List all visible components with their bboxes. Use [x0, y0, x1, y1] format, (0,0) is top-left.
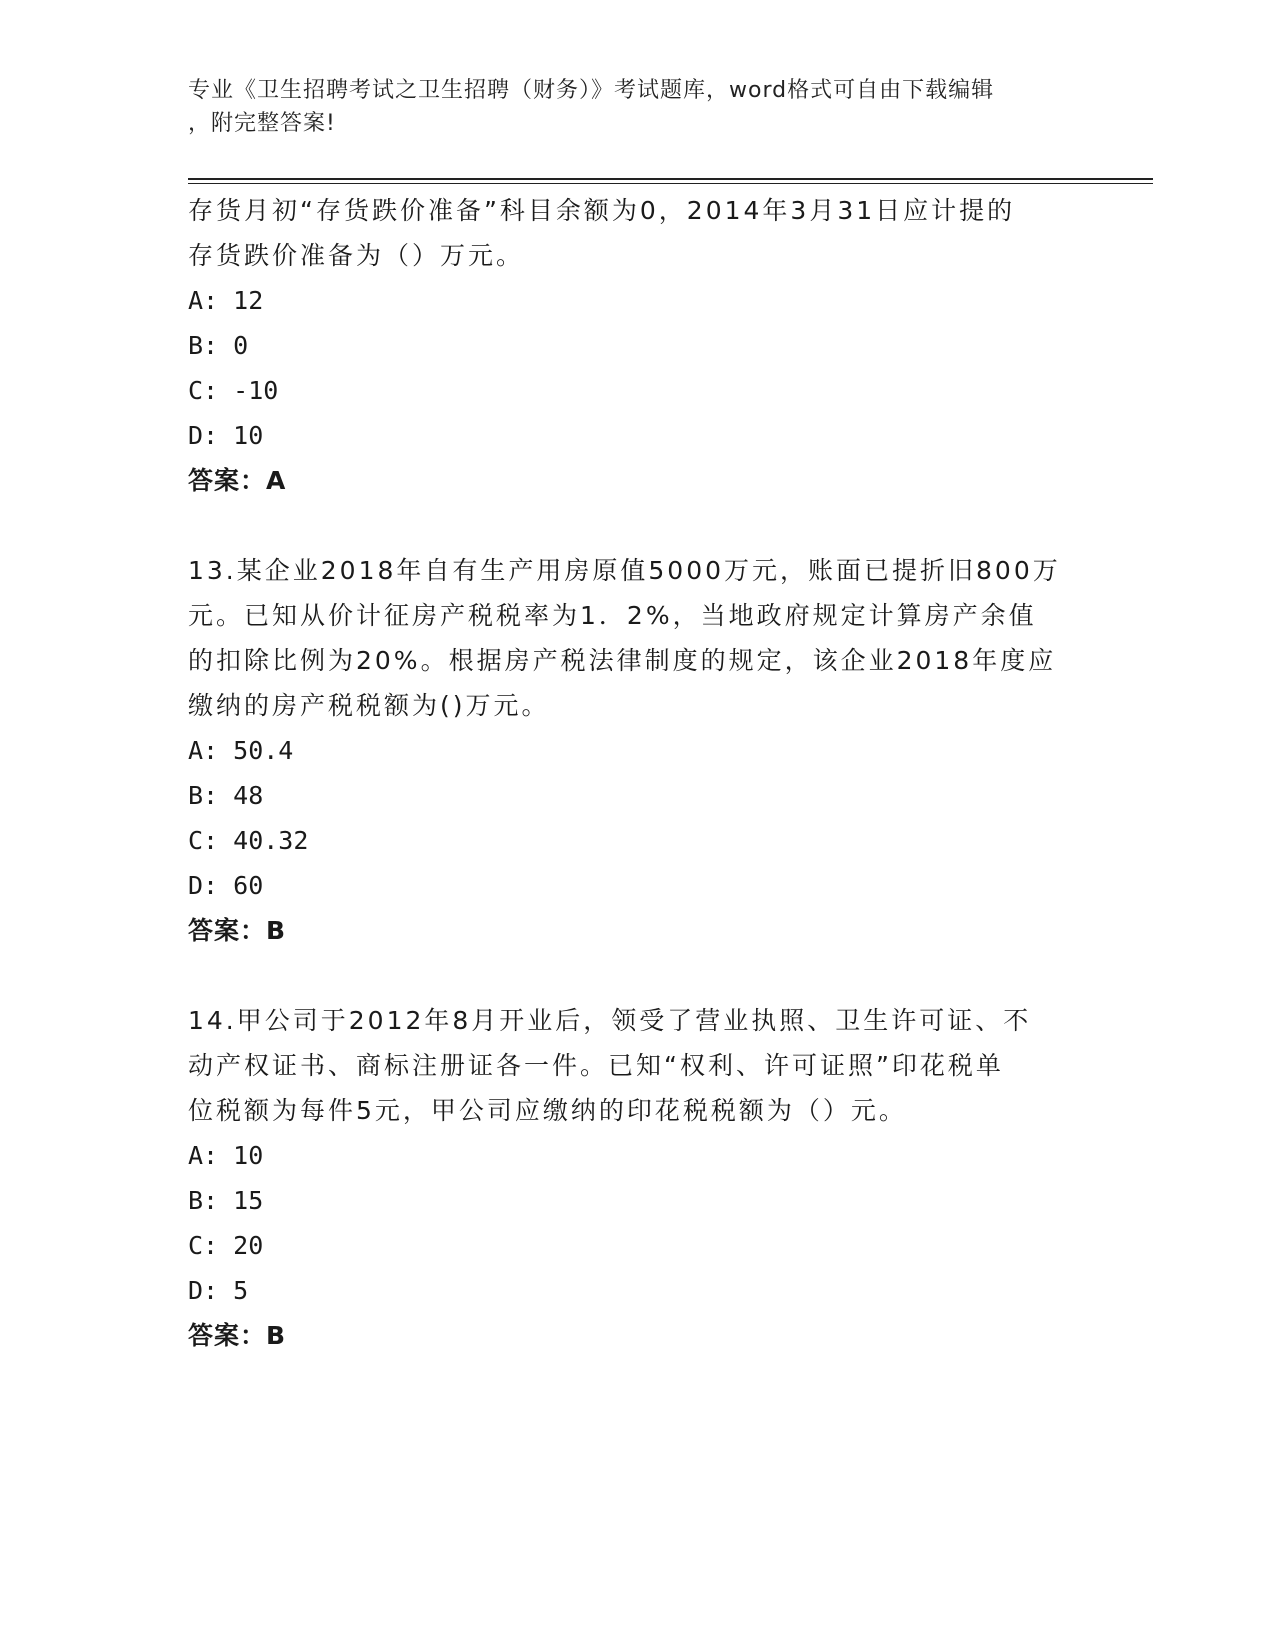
option-d: D: 5: [188, 1276, 249, 1305]
header-rule-thick: [188, 178, 1153, 180]
option-d: D: 10: [188, 421, 264, 450]
question-list: [188, 188, 1088, 1358]
answer-line: 答案：B: [188, 1321, 287, 1350]
question-stem-line: 位税额为每件5元，甲公司应缴纳的印花税税额为（）元。: [188, 1096, 907, 1125]
option-c: C: 40.32: [188, 826, 309, 855]
option-a: A: 10: [188, 1141, 264, 1170]
option-b: B: 48: [188, 781, 264, 810]
question-stem-line: 的扣除比例为20%。根据房产税法律制度的规定，该企业2018年度应: [188, 646, 1057, 675]
question-stem-line: 动产权证书、商标注册证各一件。已知“权利、许可证照”印花税单: [188, 1051, 1004, 1080]
document-header: [188, 74, 1068, 140]
header-rule-thin: [188, 183, 1153, 184]
option-c: C: -10: [188, 376, 279, 405]
question-stem-line: 缴纳的房产税税额为()万元。: [188, 691, 550, 720]
question-stem-line: 元。已知从价计征房产税税率为1．2%，当地政府规定计算房产余值: [188, 601, 1037, 630]
question-stem-line: 存货跌价准备为（）万元。: [188, 241, 525, 270]
answer-line: 答案：B: [188, 916, 287, 945]
question-stem-line: 14.甲公司于2012年8月开业后，领受了营业执照、卫生许可证、不: [188, 1006, 1032, 1035]
option-d: D: 60: [188, 871, 264, 900]
option-b: B: 0: [188, 331, 249, 360]
option-b: B: 15: [188, 1186, 264, 1215]
question-item: [188, 998, 1088, 1358]
question-item: [188, 548, 1088, 953]
question-stem-line: 存货月初“存货跌价准备”科目余额为0，2014年3月31日应计提的: [188, 196, 1016, 225]
option-c: C: 20: [188, 1231, 264, 1260]
option-a: A: 12: [188, 286, 264, 315]
header-line-1: 专业《卫生招聘考试之卫生招聘（财务）》考试题库，word格式可自由下载编辑: [188, 78, 995, 103]
question-stem-line: 13.某企业2018年自有生产用房原值5000万元，账面已提折旧800万: [188, 556, 1061, 585]
option-a: A: 50.4: [188, 736, 294, 765]
question-item: [188, 188, 1088, 503]
header-line-2: ，附完整答案!: [188, 111, 336, 136]
answer-line: 答案：A: [188, 466, 287, 495]
